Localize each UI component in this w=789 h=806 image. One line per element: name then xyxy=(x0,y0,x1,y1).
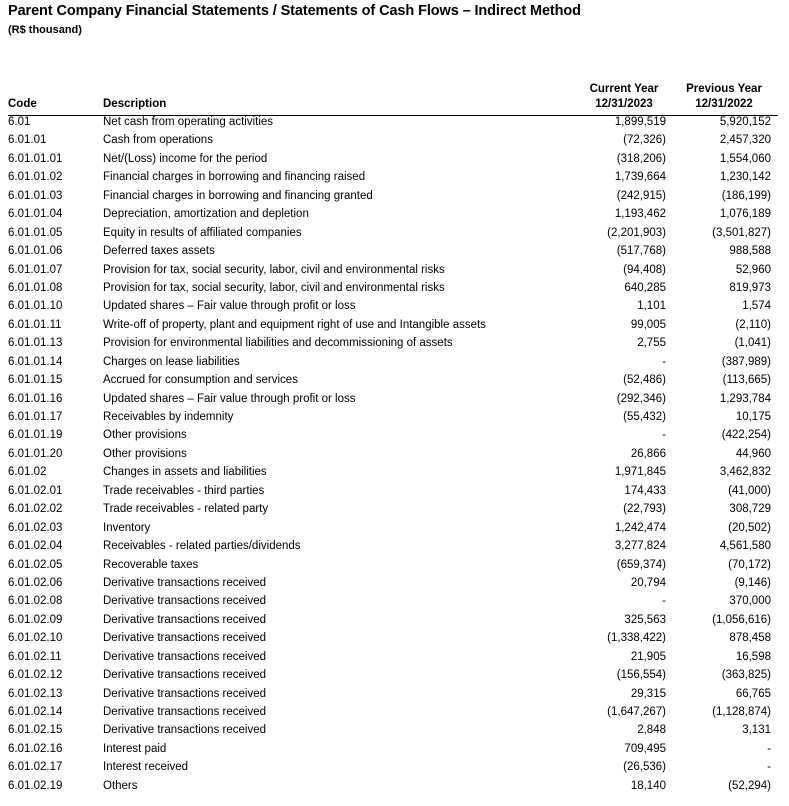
row-current-year-value: 26,866 xyxy=(630,447,666,460)
row-code: 6.01.02.14 xyxy=(8,706,63,718)
row-current-year-value: - xyxy=(662,355,666,368)
row-current-year-value: (2,201,903) xyxy=(607,226,666,239)
row-description: Updated shares – Fair value through profit or loss xyxy=(103,300,356,313)
row-previous-year-value: (2,110) xyxy=(735,318,771,331)
row-description: Accrued for consumption and services xyxy=(103,374,298,387)
row-previous-year-value: (1,041) xyxy=(734,337,771,350)
row-code: 6.01.01.13 xyxy=(8,337,63,350)
table-row xyxy=(0,245,789,263)
row-description: Interest paid xyxy=(103,742,167,755)
table-row xyxy=(0,780,789,798)
row-previous-year-value: 1,574 xyxy=(742,300,771,313)
row-description: Receivables - related parties/dividends xyxy=(103,540,301,553)
currency-unit-note: (R$ thousand) xyxy=(8,24,82,36)
row-previous-year-value: (186,199) xyxy=(721,189,771,202)
row-previous-year-value: 1,293,784 xyxy=(719,392,771,405)
row-current-year-value: 2,755 xyxy=(637,337,666,350)
row-previous-year-value: (363,825) xyxy=(721,669,771,682)
row-current-year-value: 29,315 xyxy=(630,687,666,700)
row-description: Derivative transactions received xyxy=(103,724,266,737)
row-code: 6.01.02.01 xyxy=(8,484,63,497)
table-row xyxy=(0,577,789,595)
row-current-year-value: (26,536) xyxy=(623,761,666,774)
row-code: 6.01.02.02 xyxy=(8,503,63,516)
row-description: Interest received xyxy=(103,761,189,774)
row-description: Other provisions xyxy=(103,429,187,442)
row-code: 6.01.02.05 xyxy=(8,558,63,571)
row-description: Equity in results of affiliated companies xyxy=(103,226,302,239)
column-header-previous-year-label: Previous Year xyxy=(686,83,762,95)
row-current-year-value: 1,971,845 xyxy=(614,466,666,479)
row-previous-year-value: 3,131 xyxy=(742,724,771,737)
row-code: 6.01.01.07 xyxy=(8,263,63,276)
row-previous-year-value: 370,000 xyxy=(729,595,771,608)
row-current-year-value: 99,005 xyxy=(630,318,666,331)
row-current-year-value: 709,495 xyxy=(624,742,666,755)
row-current-year-value: (72,326) xyxy=(623,134,666,147)
row-current-year-value: 174,433 xyxy=(624,484,666,497)
table-row xyxy=(0,614,789,632)
row-previous-year-value: 10,175 xyxy=(735,411,771,423)
table-row xyxy=(0,761,789,779)
row-previous-year-value: 52,960 xyxy=(735,263,771,276)
row-previous-year-value: (70,172) xyxy=(728,558,771,571)
table-row xyxy=(0,190,789,208)
row-code: 6.01.02.10 xyxy=(8,632,63,645)
table-row xyxy=(0,466,789,484)
table-row xyxy=(0,595,789,613)
row-current-year-value: (52,486) xyxy=(623,374,666,387)
table-row xyxy=(0,134,789,152)
row-code: 6.01.02.03 xyxy=(8,521,63,534)
table-row xyxy=(0,485,789,503)
row-previous-year-value: (3,501,827) xyxy=(712,226,771,239)
row-current-year-value: (94,408) xyxy=(623,263,666,276)
row-previous-year-value: (9,146) xyxy=(734,576,771,589)
row-description: Derivative transactions received xyxy=(103,613,266,626)
row-current-year-value: 21,905 xyxy=(630,650,666,663)
row-code: 6.01.02 xyxy=(8,466,47,479)
row-current-year-value: 1,101 xyxy=(637,300,666,313)
row-current-year-value: 640,285 xyxy=(624,281,666,294)
table-row xyxy=(0,264,789,282)
row-description: Deferred taxes assets xyxy=(103,245,215,258)
row-previous-year-value: (20,502) xyxy=(728,521,771,534)
row-previous-year-value: 5,920,152 xyxy=(719,116,771,128)
row-description: Trade receivables - third parties xyxy=(103,484,265,497)
table-row xyxy=(0,706,789,724)
row-previous-year-value: 308,729 xyxy=(729,503,771,516)
row-current-year-value: (1,338,422) xyxy=(607,632,666,645)
row-current-year-value: (659,374) xyxy=(616,558,666,571)
row-current-year-value: 3,277,824 xyxy=(614,540,666,553)
row-description: Recoverable taxes xyxy=(103,558,199,571)
row-description: Financial charges in borrowing and financing granted xyxy=(103,189,373,202)
row-code: 6.01.01.03 xyxy=(8,189,63,202)
row-description: Derivative transactions received xyxy=(103,706,266,718)
row-previous-year-value: 66,765 xyxy=(735,687,771,700)
row-description: Write-off of property, plant and equipment right of use and Intangible assets xyxy=(103,318,486,331)
row-description: Inventory xyxy=(103,521,151,534)
row-description: Depreciation, amortization and depletion xyxy=(103,208,309,221)
row-description: Financial charges in borrowing and financing raised xyxy=(103,171,366,184)
row-previous-year-value: (387,989) xyxy=(721,355,771,368)
table-row xyxy=(0,429,789,447)
row-description: Other provisions xyxy=(103,447,187,460)
table-row xyxy=(0,632,789,650)
row-description: Trade receivables - related party xyxy=(103,503,269,516)
row-code: 6.01.01.15 xyxy=(8,374,63,387)
row-previous-year-value: (113,665) xyxy=(722,374,771,387)
row-previous-year-value: - xyxy=(767,761,771,774)
table-row xyxy=(0,448,789,466)
row-previous-year-value: 16,598 xyxy=(735,650,771,663)
row-code: 6.01.01.19 xyxy=(8,429,63,442)
table-row xyxy=(0,522,789,540)
row-code: 6.01.02.08 xyxy=(8,595,63,608)
table-row xyxy=(0,688,789,706)
row-current-year-value: (156,554) xyxy=(616,669,666,682)
row-code: 6.01.01.01 xyxy=(8,152,63,165)
table-row xyxy=(0,503,789,521)
row-description: Derivative transactions received xyxy=(103,687,266,700)
table-row xyxy=(0,300,789,318)
table-row xyxy=(0,559,789,577)
table-row xyxy=(0,411,789,429)
table-row xyxy=(0,651,789,669)
row-current-year-value: (292,346) xyxy=(616,392,666,405)
table-row xyxy=(0,171,789,189)
row-code: 6.01.02.17 xyxy=(8,761,63,774)
row-code: 6.01 xyxy=(8,116,31,128)
row-description: Derivative transactions received xyxy=(103,650,266,663)
table-row xyxy=(0,540,789,558)
row-previous-year-value: (1,056,616) xyxy=(712,613,771,626)
row-current-year-value: (22,793) xyxy=(623,503,666,516)
row-description: Net cash from operating activities xyxy=(103,116,274,128)
row-code: 6.01.01.16 xyxy=(8,392,63,405)
row-code: 6.01.02.15 xyxy=(8,724,63,737)
row-previous-year-value: 1,554,060 xyxy=(719,152,771,165)
row-code: 6.01.02.16 xyxy=(8,742,63,755)
row-previous-year-value: 44,960 xyxy=(735,447,771,460)
column-header-code: Code xyxy=(8,98,37,110)
row-description: Charges on lease liabilities xyxy=(103,355,240,368)
row-code: 6.01.02.19 xyxy=(8,779,63,792)
table-row xyxy=(0,356,789,374)
row-previous-year-value: 1,230,142 xyxy=(719,171,771,184)
row-code: 6.01.01.02 xyxy=(8,171,63,184)
column-header-current-year xyxy=(574,82,674,112)
table-row xyxy=(0,743,789,761)
row-description: Cash from operations xyxy=(103,134,213,147)
row-previous-year-value: 819,973 xyxy=(729,281,771,294)
row-code: 6.01.01.10 xyxy=(8,300,63,313)
row-previous-year-value: (422,254) xyxy=(721,429,771,442)
row-current-year-value: 325,563 xyxy=(624,613,666,626)
table-row xyxy=(0,208,789,226)
table-row xyxy=(0,669,789,687)
row-current-year-value: 1,242,474 xyxy=(614,521,666,534)
row-current-year-value: 1,899,519 xyxy=(614,116,666,128)
row-previous-year-value: 988,588 xyxy=(729,245,771,258)
row-code: 6.01.01.05 xyxy=(8,226,63,239)
row-current-year-value: (242,915) xyxy=(616,189,666,202)
row-code: 6.01.01.17 xyxy=(8,411,63,423)
column-header-description: Description xyxy=(103,98,167,110)
row-code: 6.01.02.06 xyxy=(8,576,63,589)
table-row xyxy=(0,337,789,355)
column-header-current-year-label: Current Year xyxy=(589,83,659,95)
row-current-year-value: 1,739,664 xyxy=(614,171,666,184)
row-previous-year-value: - xyxy=(767,742,771,755)
row-current-year-value: (517,768) xyxy=(616,245,666,258)
row-description: Derivative transactions received xyxy=(103,669,266,682)
row-previous-year-value: 2,457,320 xyxy=(719,134,771,147)
row-current-year-value: 20,794 xyxy=(630,576,666,589)
column-header-current-year-date: 12/31/2023 xyxy=(595,98,653,110)
row-description: Changes in assets and liabilities xyxy=(103,466,267,479)
table-row xyxy=(0,116,789,134)
row-code: 6.01.02.09 xyxy=(8,613,63,626)
row-code: 6.01.01.06 xyxy=(8,245,63,258)
row-previous-year-value: 878,458 xyxy=(729,632,771,645)
row-code: 6.01.01.11 xyxy=(8,318,62,331)
column-header-previous-year xyxy=(674,82,774,112)
row-current-year-value: 18,140 xyxy=(630,779,666,792)
row-code: 6.01.02.04 xyxy=(8,540,63,553)
table-row xyxy=(0,724,789,742)
row-code: 6.01.01.08 xyxy=(8,281,63,294)
column-header-previous-year-date: 12/31/2022 xyxy=(695,98,753,110)
row-previous-year-value: 3,462,832 xyxy=(719,466,771,479)
table-row xyxy=(0,319,789,337)
row-current-year-value: (1,647,267) xyxy=(607,706,666,718)
table-row xyxy=(0,393,789,411)
table-row xyxy=(0,374,789,392)
row-current-year-value: (318,206) xyxy=(616,152,666,165)
row-description: Provision for environmental liabilities and decommissioning of assets xyxy=(103,337,453,350)
row-description: Others xyxy=(103,779,138,792)
row-code: 6.01.01.14 xyxy=(8,355,63,368)
row-previous-year-value: (1,128,874) xyxy=(712,706,771,718)
row-current-year-value: (55,432) xyxy=(623,411,666,423)
row-previous-year-value: (52,294) xyxy=(728,779,771,792)
row-code: 6.01.02.11 xyxy=(8,650,62,663)
row-current-year-value: 2,848 xyxy=(637,724,666,737)
row-description: Derivative transactions received xyxy=(103,576,266,589)
table-row xyxy=(0,282,789,300)
row-description: Derivative transactions received xyxy=(103,595,266,608)
row-previous-year-value: 4,561,580 xyxy=(719,540,771,553)
row-code: 6.01.01.20 xyxy=(8,447,63,460)
row-description: Provision for tax, social security, labor, civil and environmental risks xyxy=(103,263,445,276)
row-code: 6.01.02.12 xyxy=(8,669,63,682)
row-previous-year-value: 1,076,189 xyxy=(719,208,771,221)
row-description: Net/(Loss) income for the period xyxy=(103,152,268,165)
row-description: Receivables by indemnity xyxy=(103,411,234,423)
row-description: Derivative transactions received xyxy=(103,632,266,645)
document-title: Parent Company Financial Statements / Statements of Cash Flows – Indirect Method xyxy=(8,3,581,19)
row-current-year-value: - xyxy=(662,429,666,442)
row-current-year-value: - xyxy=(662,595,666,608)
table-row xyxy=(0,153,789,171)
cash-flow-table-body xyxy=(0,116,789,798)
row-description: Updated shares – Fair value through profit or loss xyxy=(103,392,356,405)
row-previous-year-value: (41,000) xyxy=(728,484,771,497)
row-code: 6.01.01 xyxy=(8,134,47,147)
table-row xyxy=(0,227,789,245)
row-description: Provision for tax, social security, labor, civil and environmental risks xyxy=(103,281,445,294)
row-code: 6.01.02.13 xyxy=(8,687,63,700)
row-current-year-value: 1,193,462 xyxy=(614,208,666,221)
row-code: 6.01.01.04 xyxy=(8,208,63,221)
